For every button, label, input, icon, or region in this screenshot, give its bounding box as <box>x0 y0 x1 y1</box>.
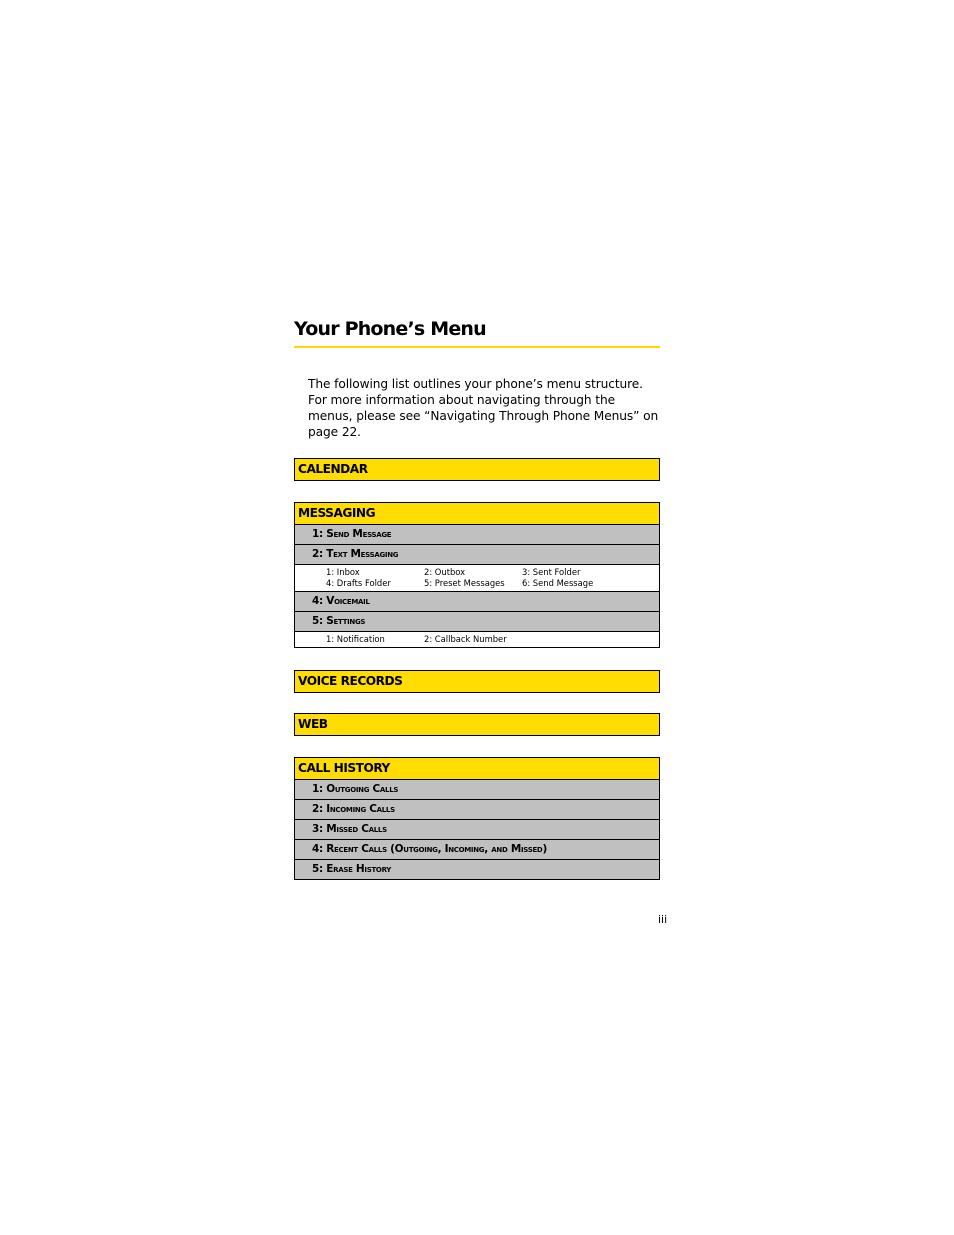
section-heading-web: WEB <box>295 714 659 735</box>
menu-item <box>295 611 659 631</box>
menu-item-number: 4: <box>312 595 323 607</box>
section-heading-calendar: CALENDAR <box>295 459 659 480</box>
menu-item-number: 5: <box>312 863 323 875</box>
menu-item-number: 2: <box>312 803 323 815</box>
menu-item <box>295 779 659 799</box>
submenu-row <box>326 634 659 645</box>
section-messaging <box>294 502 660 648</box>
menu-item-number: 4: <box>312 843 323 855</box>
section-call-history <box>294 757 660 880</box>
menu-item-number: 1: <box>312 528 323 540</box>
menu-item-name: Text Messaging <box>326 548 399 560</box>
page-number: iii <box>658 913 668 926</box>
menu-item-name: Outgoing Calls <box>326 783 399 795</box>
intro-paragraph: The following list outlines your phone’s menu structure. For more information about navigating through the menus, please see “Navigating Through Phone Menus” on page 22. <box>308 377 659 439</box>
submenu-item: 5: Preset Messages <box>424 578 505 588</box>
submenu-settings <box>295 631 659 647</box>
menu-item-name: Voicemail <box>326 595 370 607</box>
section-heading-call-history: CALL HISTORY <box>295 758 659 779</box>
menu-item <box>295 591 659 611</box>
submenu-row <box>326 567 659 578</box>
menu-item <box>295 544 659 564</box>
menu-item-name: Missed Calls <box>326 823 387 835</box>
menu-item <box>295 524 659 544</box>
menu-item-name: Settings <box>326 615 366 627</box>
submenu-item: 2: Outbox <box>424 567 466 577</box>
menu-item <box>295 839 659 859</box>
submenu-item: 1: Inbox <box>326 567 360 577</box>
menu-item-name: Send Message <box>326 528 392 540</box>
menu-item-number: 2: <box>312 548 323 560</box>
submenu-item: 2: Callback Number <box>424 634 507 644</box>
title-rule <box>294 346 660 348</box>
menu-item <box>295 859 659 879</box>
section-voice-records <box>294 670 660 693</box>
submenu-text-messaging <box>295 564 659 591</box>
submenu-item: 3: Sent Folder <box>522 567 581 577</box>
menu-item-name: Recent Calls (Outgoing, Incoming, and Missed) <box>326 843 547 855</box>
submenu-row <box>326 578 659 589</box>
section-web <box>294 713 660 736</box>
submenu-item: 6: Send Message <box>522 578 594 588</box>
section-heading-messaging: MESSAGING <box>295 503 659 524</box>
submenu-item: 4: Drafts Folder <box>326 578 391 588</box>
menu-item-number: 3: <box>312 823 323 835</box>
page-title: Your Phone’s Menu <box>294 318 486 340</box>
menu-item-number: 1: <box>312 783 323 795</box>
menu-item-number: 5: <box>312 615 323 627</box>
section-heading-voice-records: VOICE RECORDS <box>295 671 659 692</box>
section-calendar <box>294 458 660 481</box>
menu-item-name: Erase History <box>326 863 392 875</box>
menu-item-name: Incoming Calls <box>326 803 395 815</box>
menu-item <box>295 799 659 819</box>
menu-item <box>295 819 659 839</box>
submenu-item: 1: Notification <box>326 634 385 644</box>
